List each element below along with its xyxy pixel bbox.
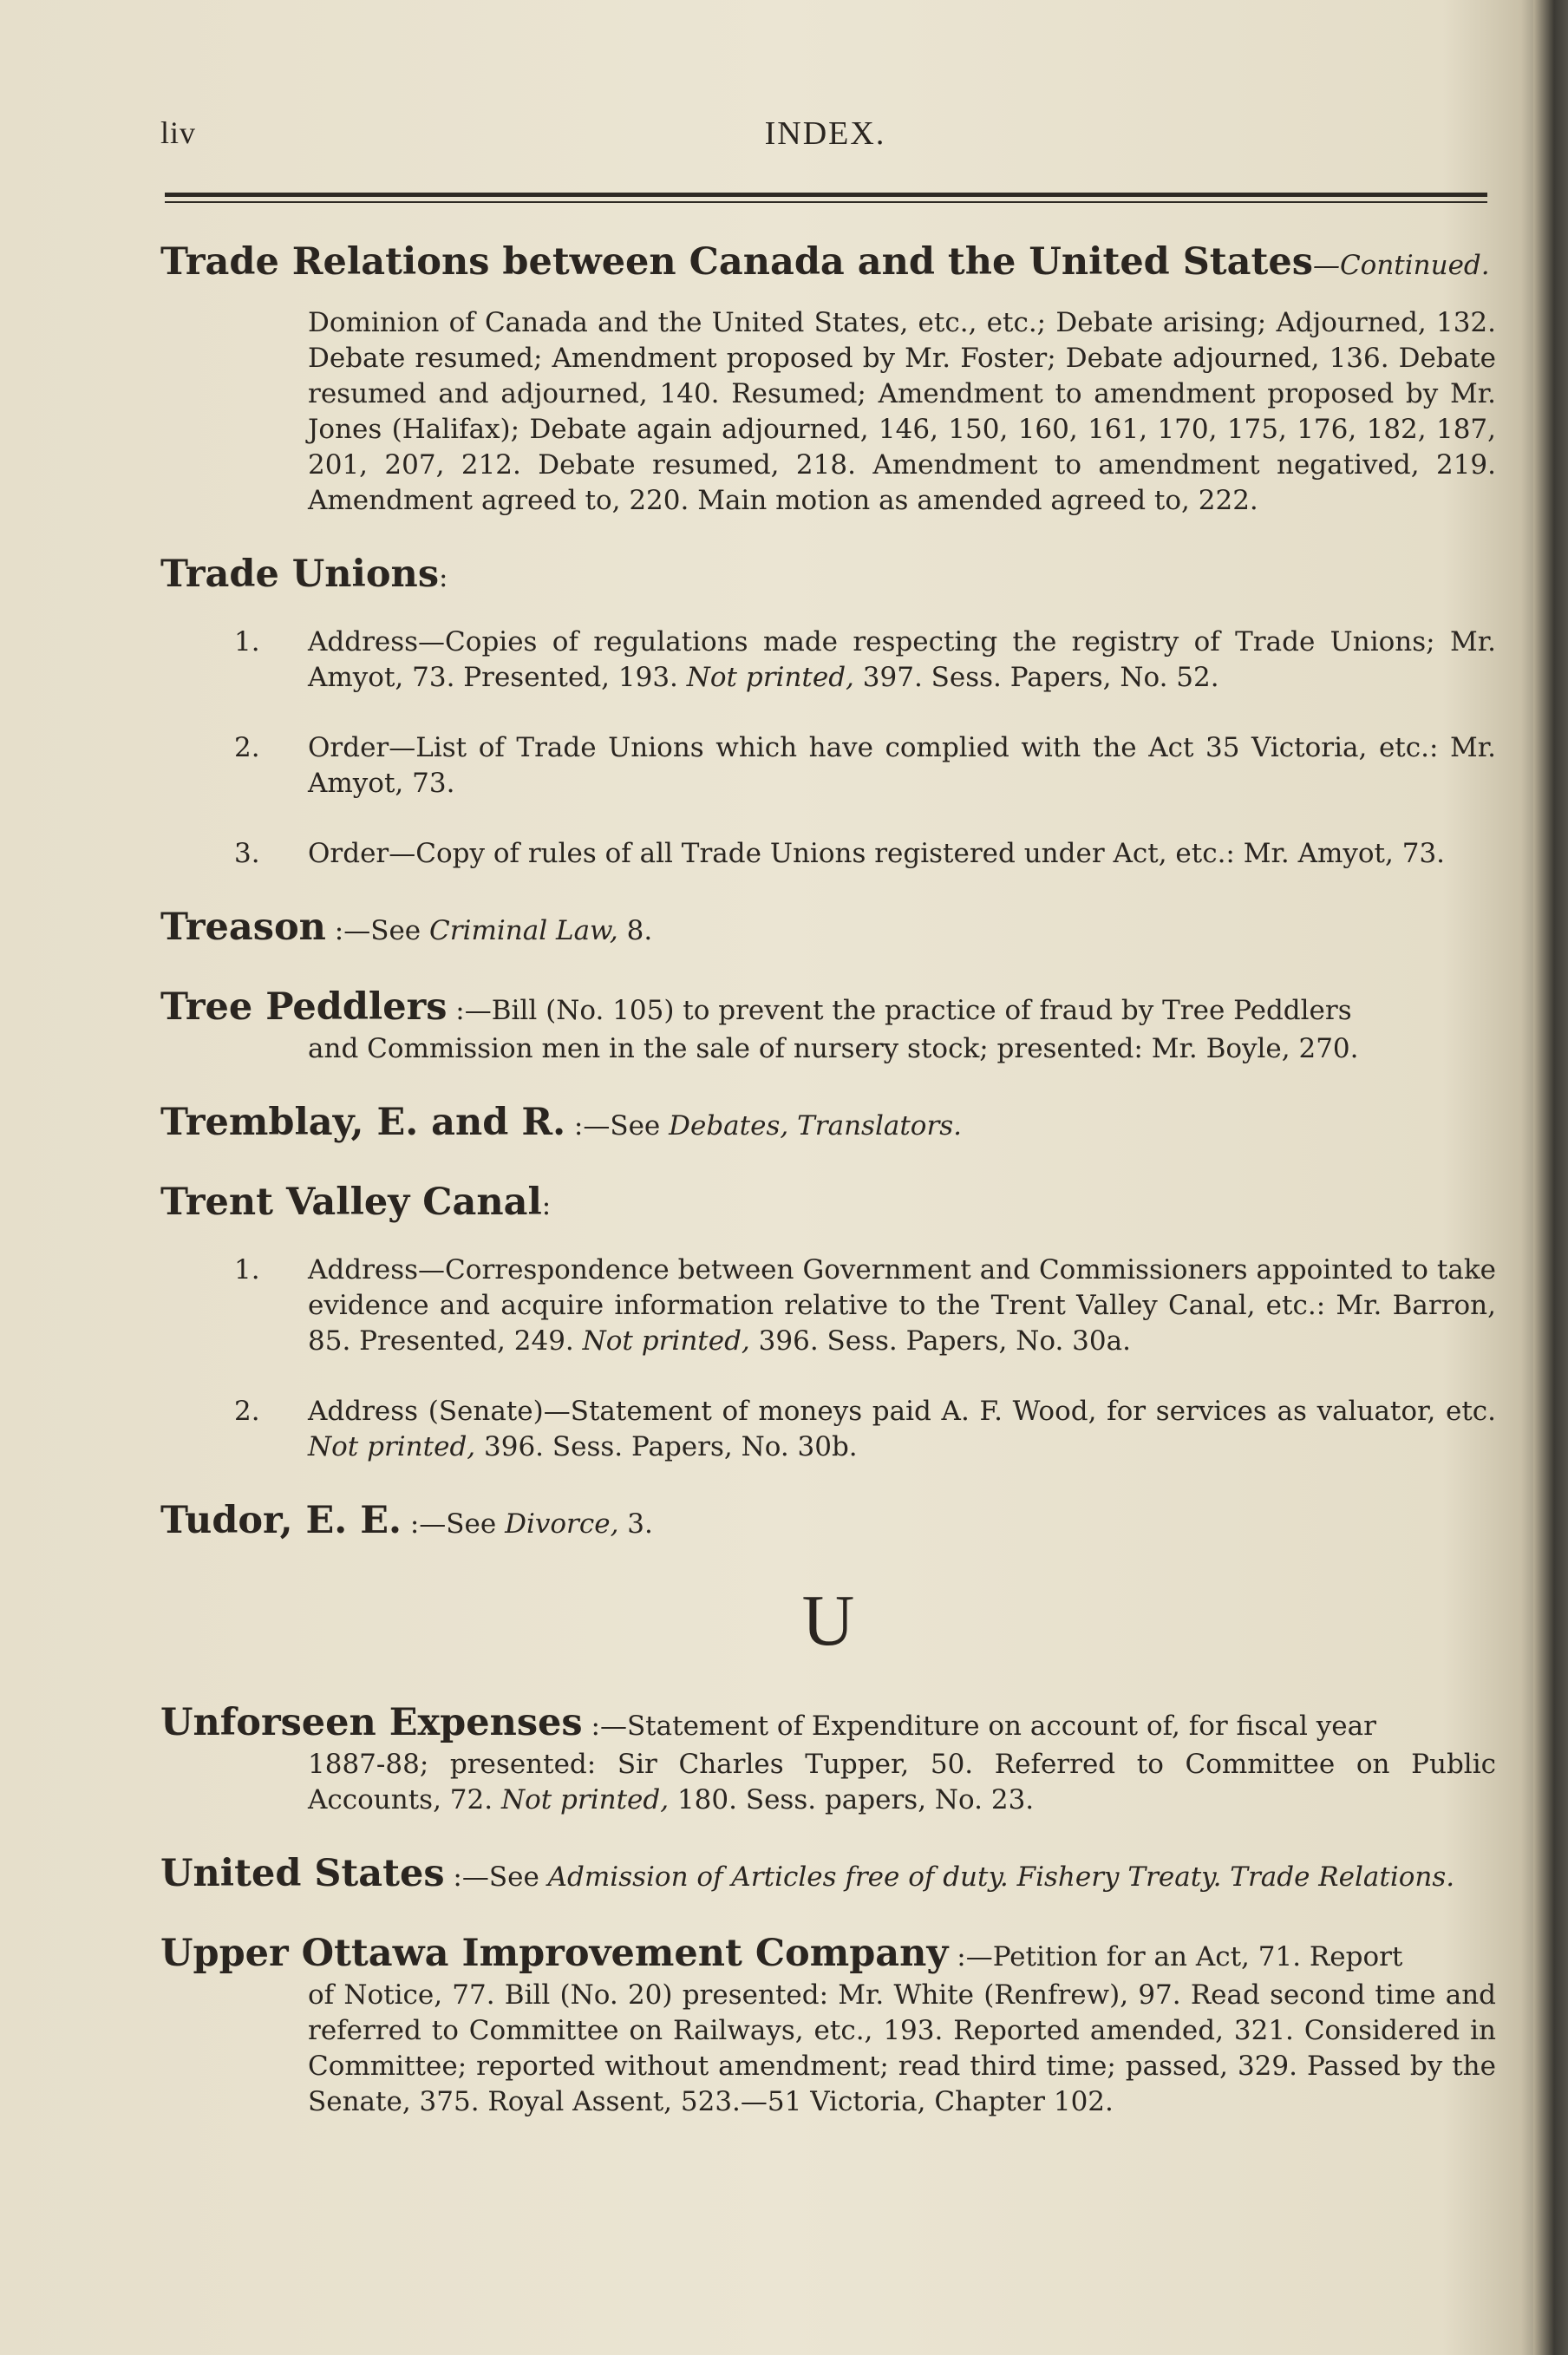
item-text: Address—Copies of regulations made respecting the registry of Trade Unions; Mr. Amyot, 73. Presented, 193. bbox=[308, 626, 1496, 693]
entry-heading: Upper Ottawa Improvement Company bbox=[160, 1932, 949, 1975]
index-entry-united-states bbox=[160, 1853, 1496, 1898]
entry-after: 3. bbox=[618, 1508, 653, 1540]
entry-italic: Not printed, bbox=[500, 1784, 670, 1815]
entry-items bbox=[160, 625, 1496, 872]
entry-italic: Criminal Law, bbox=[429, 915, 618, 946]
item-italic: Not printed, bbox=[308, 1431, 476, 1462]
list-item bbox=[160, 1253, 1496, 1359]
index-entry-treason bbox=[160, 906, 1496, 952]
list-item bbox=[160, 730, 1496, 801]
index-entry-unforseen-expenses bbox=[160, 1702, 1496, 1818]
header-rule-thick bbox=[165, 193, 1487, 197]
entry-after: 180. Sess. papers, No. 23. bbox=[669, 1784, 1035, 1815]
index-entry-upper-ottawa bbox=[160, 1933, 1496, 2120]
entry-heading: Trade Unions bbox=[160, 553, 440, 596]
item-number: 1. bbox=[234, 1254, 260, 1285]
item-number: 3. bbox=[234, 838, 260, 869]
entry-body: Dominion of Canada and the United States, etc., etc.; Debate arising; Adjourned, 132. Debate resumed; Amendment proposed by Mr. Foster; Debate adjourned, 136. Debate resumed and adjourned, 140. Resumed; Amendment to amendment proposed by Mr. Jones (Halifax); Debate again adjourned, 146, 150, 160, 161, 170, 175, 176, 182, 187, 201, 207, 212. Debate resumed, 218. Amendment to amendment negatived, 219. Amendment agreed to, 220. Main motion as amended agreed to, 222. bbox=[308, 307, 1496, 516]
item-text: Address (Senate)—Statement of moneys paid A. F. Wood, for services as valuator, etc. bbox=[308, 1396, 1496, 1427]
item-text: Order—Copy of rules of all Trade Unions registered under Act, etc.: Mr. Amyot, 73. bbox=[308, 838, 1446, 869]
entry-lead: :—See bbox=[565, 1110, 670, 1142]
entry-lead: :—Statement of Expenditure on account of, for fiscal year bbox=[582, 1711, 1376, 1742]
entry-colon: : bbox=[439, 562, 448, 593]
entry-continuation: 1887-88; presented: Sir Charles Tupper, 50. Referred to Committee on Public Accounts, 72. bbox=[308, 1749, 1496, 1815]
entry-italic: Divorce, bbox=[505, 1508, 619, 1540]
entry-heading: Tremblay, E. and R. bbox=[160, 1101, 566, 1144]
page-title: INDEX. bbox=[764, 115, 886, 152]
index-entry-trade-relations bbox=[160, 241, 1496, 519]
index-entry-trent-valley-canal bbox=[160, 1181, 1496, 1465]
entry-lead: :—Bill (No. 105) to prevent the practice of fraud by Tree Peddlers bbox=[447, 995, 1352, 1026]
item-after: 396. Sess. Papers, No. 30a. bbox=[749, 1325, 1131, 1357]
book-spine-shadow bbox=[1533, 0, 1568, 2355]
page-number: liv bbox=[160, 115, 197, 150]
item-italic: Not printed, bbox=[582, 1325, 750, 1357]
item-after: 397. Sess. Papers, No. 52. bbox=[853, 662, 1219, 693]
entry-lead: :—See bbox=[444, 1861, 548, 1893]
index-entry-tree-peddlers bbox=[160, 986, 1496, 1067]
list-item bbox=[160, 836, 1496, 872]
index-entry-trade-unions bbox=[160, 553, 1496, 872]
entry-after: 8. bbox=[617, 915, 653, 946]
entry-heading: United States bbox=[160, 1852, 445, 1895]
entry-heading: Trade Relations between Canada and the United States bbox=[160, 240, 1313, 284]
list-item bbox=[160, 1394, 1496, 1465]
entry-heading: Tudor, E. E. bbox=[160, 1499, 402, 1542]
item-after: 396. Sess. Papers, No. 30b. bbox=[475, 1431, 858, 1462]
entry-heading: Trent Valley Canal bbox=[160, 1181, 542, 1224]
entry-items bbox=[160, 1253, 1496, 1465]
index-content bbox=[160, 241, 1496, 2155]
entry-colon: : bbox=[541, 1190, 552, 1221]
entry-continuation: and Commission men in the sale of nursery stock; presented: Mr. Boyle, 270. bbox=[308, 1033, 1359, 1064]
entry-italic: Admission of Articles free of duty. Fishery Treaty. Trade Relations. bbox=[547, 1861, 1455, 1893]
list-item bbox=[160, 625, 1496, 696]
item-number: 2. bbox=[234, 732, 260, 763]
entry-heading: Tree Peddlers bbox=[160, 985, 448, 1029]
entry-heading: Unforseen Expenses bbox=[160, 1701, 583, 1744]
index-entry-tremblay bbox=[160, 1102, 1496, 1147]
section-letter: U bbox=[801, 1580, 855, 1661]
index-entry-tudor bbox=[160, 1500, 1496, 1545]
entry-lead: :—See bbox=[325, 915, 429, 946]
item-number: 1. bbox=[234, 626, 260, 657]
entry-continued: —Continued. bbox=[1312, 250, 1490, 281]
entry-italic: Debates, Translators. bbox=[669, 1110, 963, 1142]
item-text: Order—List of Trade Unions which have complied with the Act 35 Victoria, etc.: Mr. Amyot, 73. bbox=[308, 732, 1496, 799]
item-italic: Not printed, bbox=[686, 662, 854, 693]
entry-lead: :—Petition for an Act, 71. Report bbox=[948, 1941, 1403, 1972]
running-head bbox=[160, 114, 1490, 158]
header-rule bbox=[165, 193, 1487, 203]
entry-heading: Treason bbox=[160, 906, 326, 949]
item-text: Address—Correspondence between Government and Commissioners appointed to take evidence and acquire information relative to the Trent Valley Canal, etc.: Mr. Barron, 85. Presented, 249. bbox=[308, 1254, 1496, 1357]
item-number: 2. bbox=[234, 1396, 260, 1427]
header-rule-thin bbox=[165, 201, 1487, 203]
entry-continuation: of Notice, 77. Bill (No. 20) presented: Mr. White (Renfrew), 97. Read second time and referred to Committee on Railways, etc., 193. Reported amended, 321. Considered in Committee; reported without amendment; read third time; passed, 329. Passed by the Senate, 375. Royal Assent, 523.—51 Victoria, Chapter 102. bbox=[308, 1979, 1496, 2117]
entry-lead: :—See bbox=[402, 1508, 506, 1540]
